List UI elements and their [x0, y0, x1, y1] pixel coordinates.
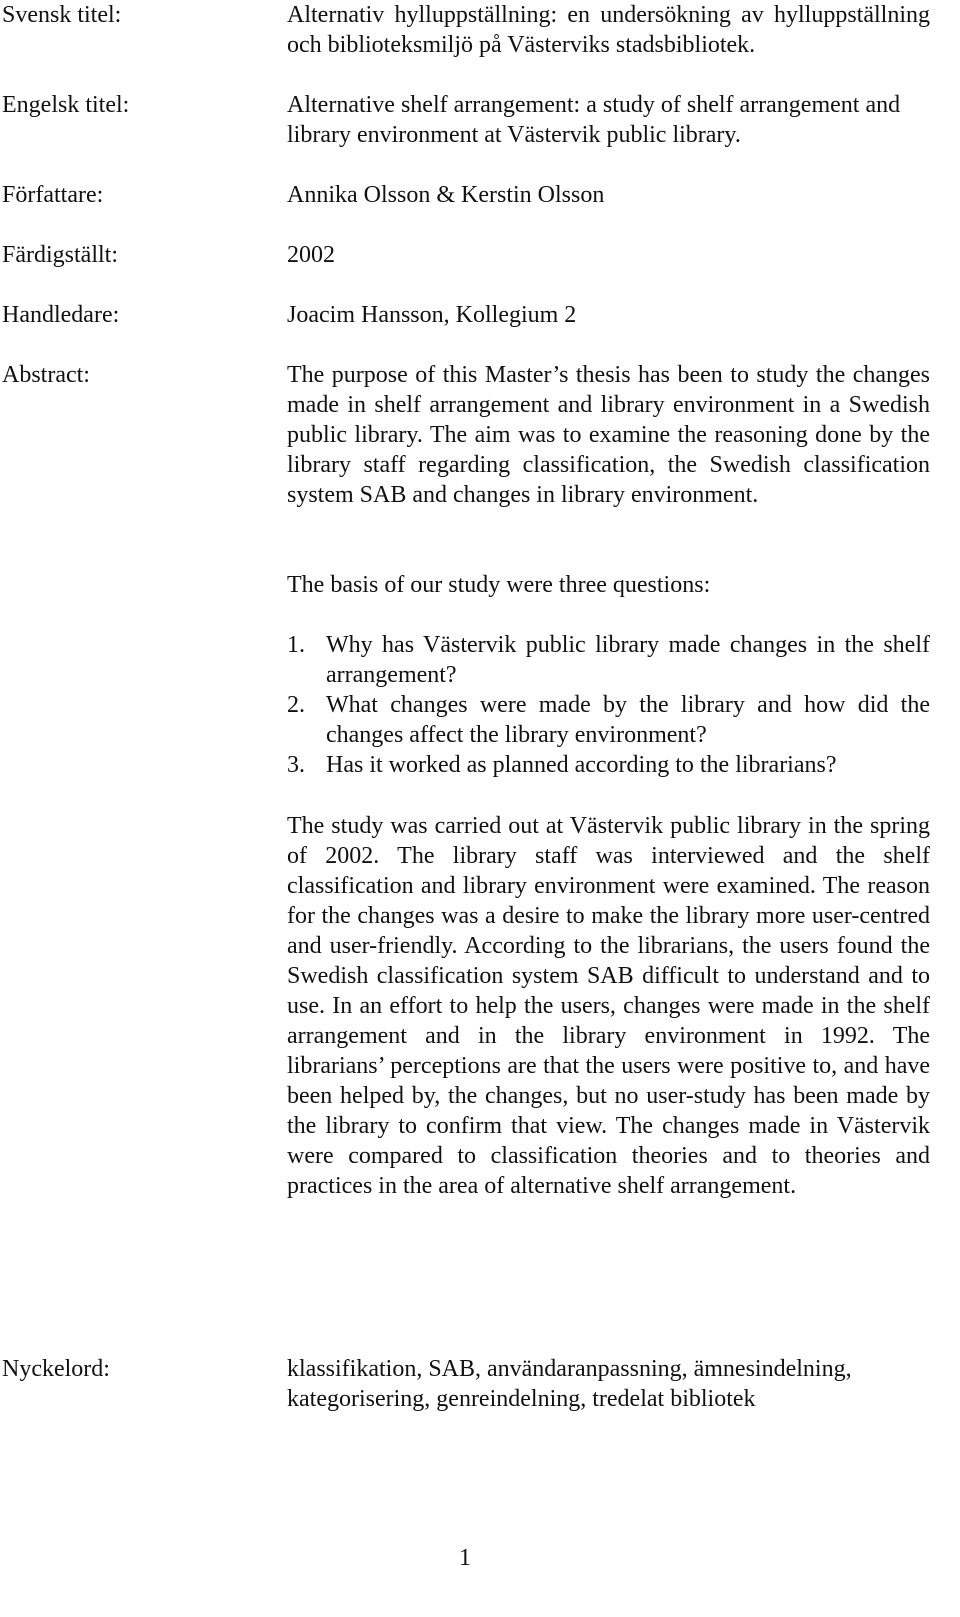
- question-number: 3.: [287, 752, 305, 778]
- supervisor-value: Joacim Hansson, Kollegium 2: [287, 302, 577, 328]
- question-number: 2.: [287, 692, 305, 718]
- swedish-title-value: Alternativ hylluppställning: en undersökning av hylluppställning och biblioteksmiljö på Västerviks stadsbibliotek.: [287, 2, 930, 58]
- abstract-paragraph-2: The study was carried out at Västervik public library in the spring of 2002. The library staff was interviewed and the shelf classification and library environment were examined. The reason for the changes was a desire to make the library more user-centred and user-friendly. According to the librarians, the users found the Swedish classification system SAB difficult to understand and to use. In an effort to help the users, changes were made in the shelf arrangement and in the library environment in 1992. The librarians’ perceptions are that the users were positive to, and have been helped by, the changes, but no user-study has been made by the library to confirm that view. The changes made in Västervik were compared to classification theories and to theories and practices in the area of alternative shelf arrangement.: [287, 813, 930, 1199]
- question-number: 1.: [287, 632, 305, 658]
- completed-value: 2002: [287, 242, 335, 268]
- question-text: What changes were made by the library and how did the changes affect the library environment?: [326, 692, 930, 748]
- keywords-label: Nyckelord:: [2, 1356, 110, 1382]
- question-item-1: [287, 630, 930, 690]
- abstract-question-list: [287, 630, 930, 780]
- keywords-value: klassifikation, SAB, användaranpassning, ämnesindelning, kategorisering, genreindelning, tredelat bibliotek: [287, 1356, 852, 1412]
- page-number: 1: [459, 1545, 471, 1571]
- abstract-paragraph-1: The purpose of this Master’s thesis has been to study the changes made in shelf arrangement and library environment in a Swedish public library. The aim was to examine the reasoning done by the library staff regarding classification, the Swedish classification system SAB and changes in library environment.: [287, 362, 930, 508]
- swedish-title-label: Svensk titel:: [2, 2, 122, 28]
- supervisor-label: Handledare:: [2, 302, 120, 328]
- authors-value: Annika Olsson & Kerstin Olsson: [287, 182, 605, 208]
- authors-label: Författare:: [2, 182, 104, 208]
- abstract-questions-intro: The basis of our study were three questions:: [287, 572, 711, 598]
- english-title-label: Engelsk titel:: [2, 92, 130, 118]
- question-item-3: [287, 750, 930, 780]
- abstract-label: Abstract:: [2, 362, 90, 388]
- question-text: Has it worked as planned according to the librarians?: [326, 752, 837, 778]
- question-item-2: [287, 690, 930, 750]
- completed-label: Färdigställt:: [2, 242, 118, 268]
- question-text: Why has Västervik public library made changes in the shelf arrangement?: [326, 632, 930, 688]
- english-title-value: Alternative shelf arrangement: a study of shelf arrangement and library environment at Västervik public library.: [287, 92, 901, 148]
